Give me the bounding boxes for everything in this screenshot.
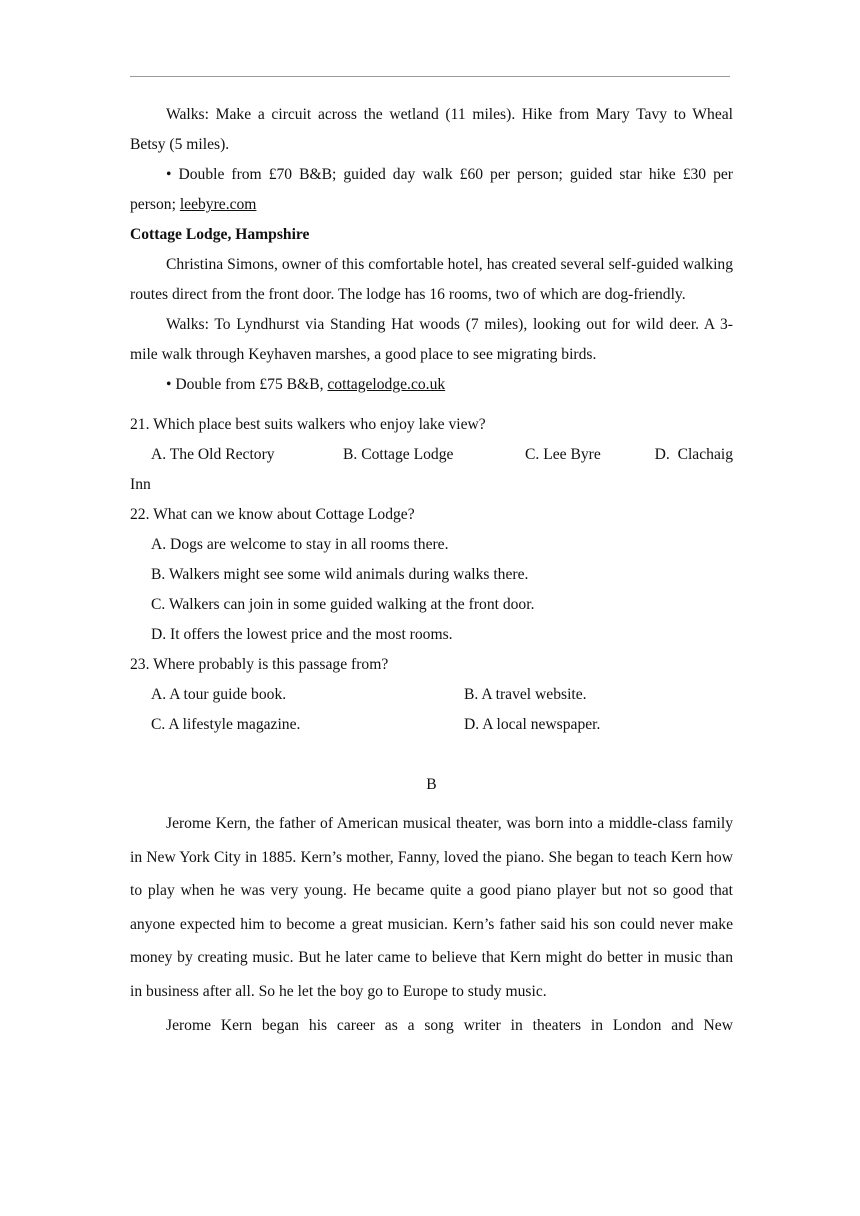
q21-option-d: D. Clachaig (654, 446, 733, 463)
passage-b-paragraph-2: Jerome Kern began his career as a song writer in theaters in London and New (166, 1016, 733, 1034)
cottage-lodge-heading: Cottage Lodge, Hampshire (130, 226, 310, 243)
price-paragraph-2 (130, 370, 733, 400)
price-text-1: • Double from £70 B&B; guided day walk £60 per person; guided star hike £30 per person; (130, 166, 733, 213)
question-22-stem: 22. What can we know about Cottage Lodge? (130, 506, 415, 523)
header-rule (130, 76, 730, 77)
question-23-options-row-1 (130, 680, 733, 710)
q23-option-b: B. A travel website. (464, 686, 587, 703)
walks-paragraph-1: Walks: Make a circuit across the wetland (11 miles). Hike from Mary Tavy to Wheal Betsy (5 miles). (130, 106, 733, 153)
price-paragraph-1 (130, 160, 733, 220)
q22-option-b: B. Walkers might see some wild animals during walks there. (151, 566, 529, 583)
q22-option-d: D. It offers the lowest price and the most rooms. (151, 626, 453, 643)
q21-option-c: C. Lee Byre (525, 446, 601, 463)
price-text-2: • Double from £75 B&B, (166, 376, 328, 393)
cottagelodge-link[interactable]: cottagelodge.co.uk (327, 376, 446, 393)
question-21-options (130, 440, 733, 470)
q23-option-a: A. A tour guide book. (151, 686, 287, 703)
cottage-description: Christina Simons, owner of this comfortable hotel, has created several self-guided walking routes direct from the front door. The lodge has 16 rooms, two of which are dog-friendly. (130, 256, 733, 303)
q22-option-c: C. Walkers can join in some guided walking at the front door. (151, 596, 535, 613)
question-21-stem: 21. Which place best suits walkers who enjoy lake view? (130, 416, 486, 433)
q21-option-b: B. Cottage Lodge (343, 446, 454, 463)
walks-paragraph-2: Walks: To Lyndhurst via Standing Hat woods (7 miles), looking out for wild deer. A 3-mile walk through Keyhaven marshes, a good place to see migrating birds. (130, 316, 733, 363)
q23-option-c: C. A lifestyle magazine. (151, 716, 301, 733)
passage-b-paragraph-1: Jerome Kern, the father of American musical theater, was born into a middle-class family in New York City in 1885. Kern’s mother, Fanny, loved the piano. She began to teach Kern how to play when he was very young. He became quite a good piano player but not so good that anyone expected him to become a great musician. Kern’s father said his son could never make money by creating music. But he later came to believe that Kern might do better in music than in business after all. So he let the boy go to Europe to study music. (130, 815, 733, 1000)
q21-option-d-continued: Inn (130, 476, 151, 493)
question-23-options-row-2 (130, 710, 733, 740)
document-body (130, 100, 733, 1042)
q22-option-a: A. Dogs are welcome to stay in all rooms there. (151, 536, 449, 553)
q23-option-d: D. A local newspaper. (464, 716, 601, 733)
section-b-heading: B (426, 776, 437, 793)
q21-option-a: A. The Old Rectory (151, 446, 275, 463)
question-23-stem: 23. Where probably is this passage from? (130, 656, 389, 673)
leebyre-link[interactable]: leebyre.com (179, 196, 257, 213)
